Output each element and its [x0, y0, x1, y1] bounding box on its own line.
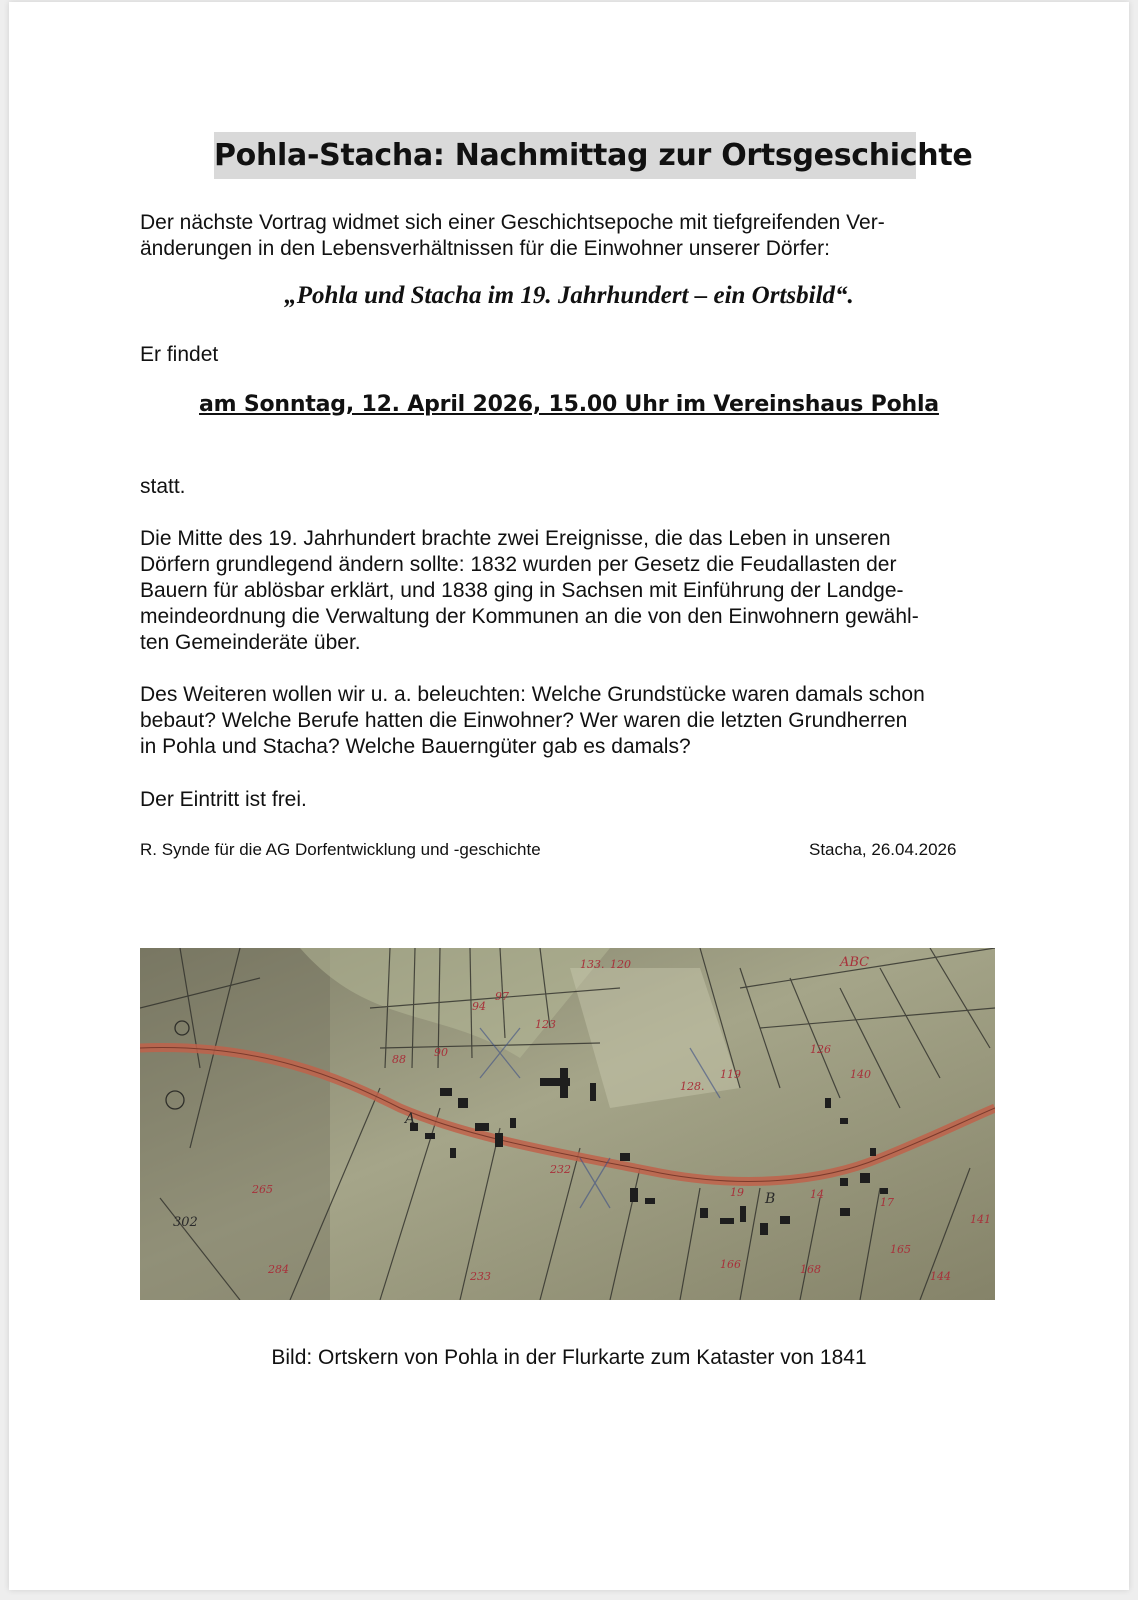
map-label: 126 — [810, 1043, 831, 1056]
cadastral-map-image — [140, 948, 995, 1300]
paragraph-line: in Pohla und Stacha? Welche Bauerngüter gab es damals? — [140, 735, 691, 758]
map-label: 120 — [610, 958, 631, 971]
signature: R. Synde für die AG Dorfentwicklung und -geschichte — [140, 840, 541, 859]
document-title: Pohla-Stacha: Nachmittag zur Ortsgeschichte — [214, 132, 916, 179]
map-label: 133. — [580, 958, 605, 971]
statt-text: statt. — [140, 475, 186, 498]
questions-paragraph — [140, 682, 1000, 760]
map-label: 17 — [880, 1196, 894, 1209]
map-drawing — [140, 948, 995, 1300]
paragraph-line: Des Weiteren wollen wir u. a. beleuchten: Welche Grundstücke waren damals schon — [140, 683, 925, 706]
lecture-title: „Pohla und Stacha im 19. Jahrhundert – ein Ortsbild“. — [284, 282, 854, 309]
paragraph-line: ten Gemeinderäte über. — [140, 631, 361, 654]
map-label: A — [405, 1111, 416, 1127]
paragraph-line: Dörfern grundlegend ändern sollte: 1832 wurden per Gesetz die Feudallasten der — [140, 553, 897, 576]
map-label: ABC — [840, 955, 870, 970]
map-label: 232 — [550, 1163, 571, 1176]
map-label: 265 — [252, 1183, 273, 1196]
intro-line: Der nächste Vortrag widmet sich einer Geschichtsepoche mit tiefgreifenden Ver- — [140, 211, 885, 234]
entry-note: Der Eintritt ist frei. — [140, 788, 307, 811]
intro-paragraph — [140, 210, 1000, 262]
event-date-location: am Sonntag, 12. April 2026, 15.00 Uhr im Vereinshaus Pohla — [199, 392, 939, 417]
map-label: 88 — [392, 1053, 406, 1066]
image-caption: Bild: Ortskern von Pohla in der Flurkarte zum Kataster von 1841 — [271, 1346, 867, 1369]
map-label: 141 — [970, 1213, 991, 1226]
paragraph-line: Bauern für ablösbar erklärt, und 1838 ging in Sachsen mit Einführung der Landge- — [140, 579, 904, 602]
map-label: 128. — [680, 1080, 705, 1093]
map-label: 165 — [890, 1243, 911, 1256]
paragraph-line: bebaut? Welche Berufe hatten die Einwohner? Wer waren die letzten Grundherren — [140, 709, 908, 732]
er-findet-text: Er findet — [140, 343, 219, 366]
map-label: 97 — [495, 990, 509, 1003]
map-label: 94 — [472, 1000, 486, 1013]
map-label: 19 — [730, 1186, 744, 1199]
map-label: 168 — [800, 1263, 821, 1276]
map-label: 123 — [535, 1018, 556, 1031]
map-label: 302 — [173, 1215, 198, 1230]
place-date: Stacha, 26.04.2026 — [809, 840, 957, 859]
map-label: 284 — [268, 1263, 289, 1276]
paragraph-line: meindeordnung die Verwaltung der Kommunen an die von den Einwohnern gewähl- — [140, 605, 919, 628]
map-label: B — [765, 1191, 776, 1207]
map-label: 119 — [720, 1068, 741, 1081]
map-label: 166 — [720, 1258, 741, 1271]
history-paragraph — [140, 526, 1000, 656]
map-label: 14 — [810, 1188, 824, 1201]
intro-line: änderungen in den Lebensverhältnissen für die Einwohner unserer Dörfer: — [140, 237, 830, 260]
map-label: 233 — [470, 1270, 491, 1283]
paragraph-line: Die Mitte des 19. Jahrhundert brachte zwei Ereignisse, die das Leben in unseren — [140, 527, 891, 550]
map-label: 140 — [850, 1068, 871, 1081]
map-label: 90 — [434, 1046, 448, 1059]
document-page — [9, 2, 1129, 1590]
map-label: 144 — [930, 1270, 951, 1283]
